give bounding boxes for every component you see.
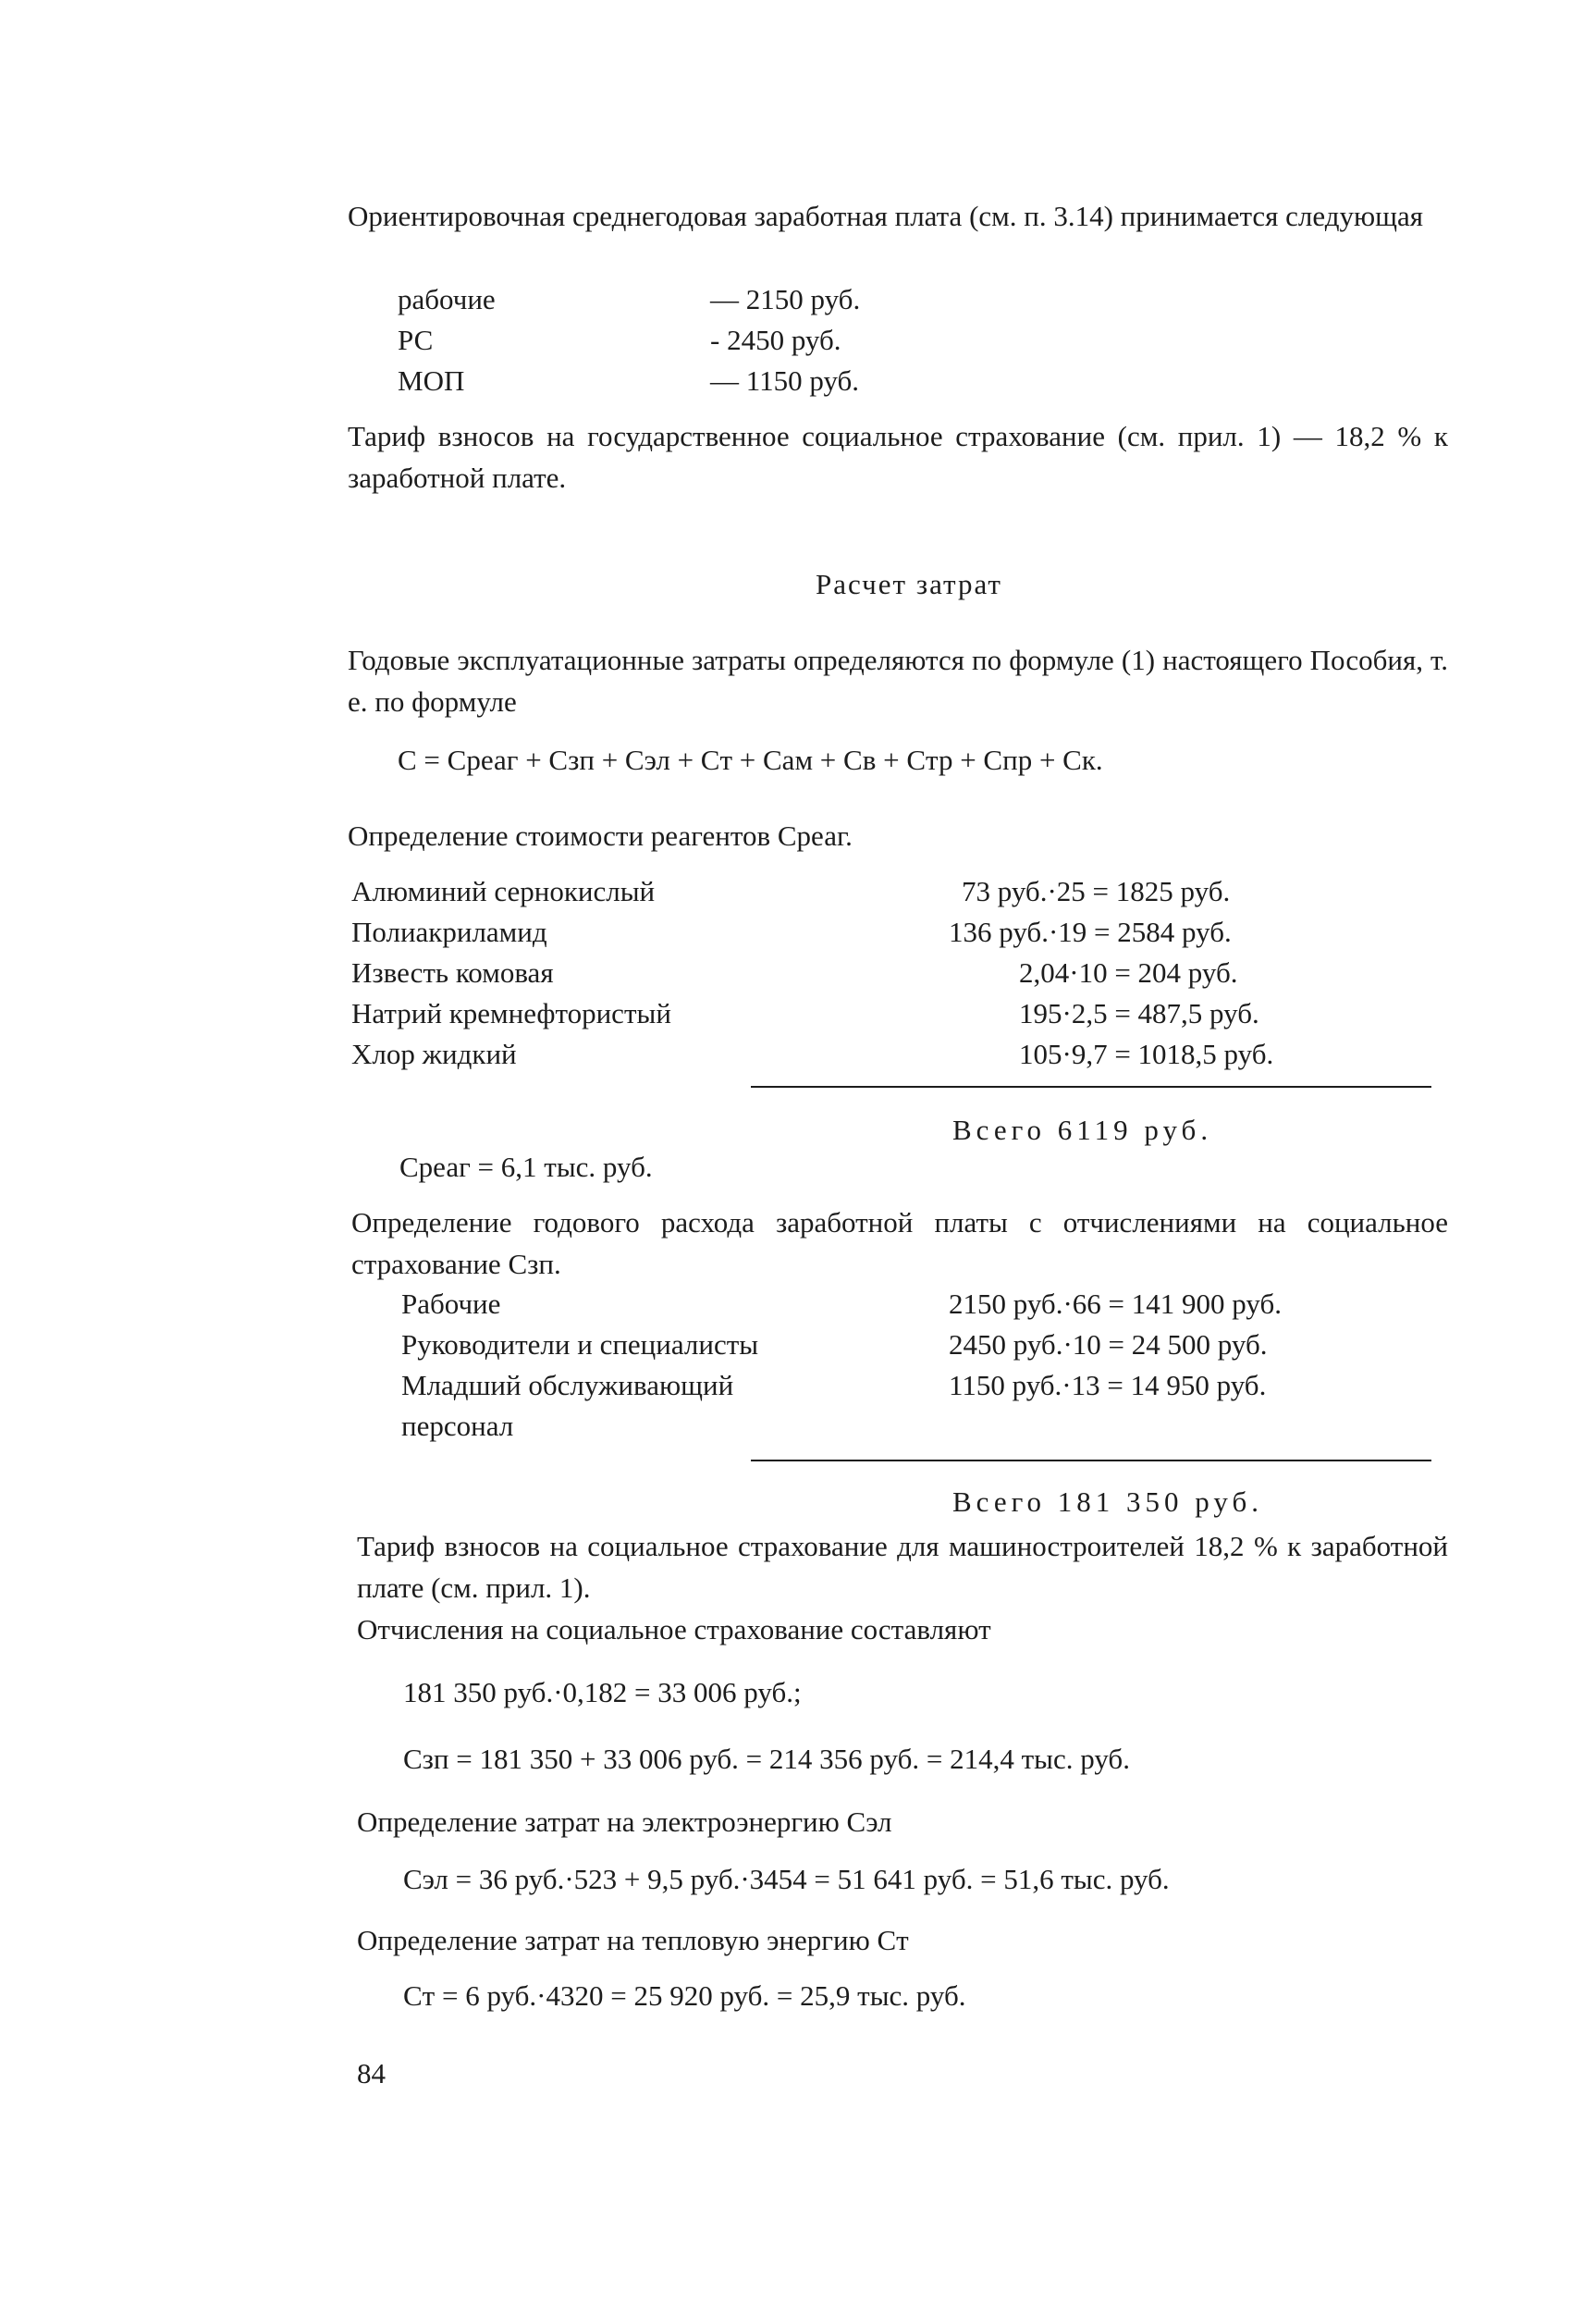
salary-total-calc: Cзп = 181 350 + 33 006 руб. = 214 356 руб. = 214,4 тыс. руб. (403, 1743, 1130, 1775)
salary-value: 1150 руб.·13 = 14 950 руб. (949, 1369, 1267, 1401)
electric-calc: Cэл = 36 руб.·523 + 9,5 руб.·3454 = 51 641 руб. = 51,6 тыс. руб. (403, 1863, 1170, 1895)
salary-tariff-paragraph: Тариф взносов на социальное страхование для машиностроителей 18,2 % к заработной плате (см. прил. 1). (357, 1530, 1448, 1604)
salary-label: Руководители и специалисты (401, 1328, 759, 1361)
reagents-heading: Определение стоимости реагентов Cреаг. (348, 820, 853, 852)
page-number: 84 (357, 2057, 386, 2089)
deductions-calc: 181 350 руб.·0,182 = 33 006 руб.; (403, 1676, 802, 1708)
reagents-total-rule (751, 1086, 1431, 1088)
reagent-label: Алюминий сернокислый (351, 875, 656, 907)
thermal-calc: Cт = 6 руб.·4320 = 25 920 руб. = 25,9 тыс. руб. (403, 1979, 966, 2012)
reagents-result: Cреаг = 6,1 тыс. руб. (399, 1151, 653, 1183)
salary-total: Всего 181 350 руб. (952, 1485, 1263, 1518)
wage-value: - 2450 руб. (710, 324, 841, 356)
reagent-label: Полиакриламид (351, 916, 547, 948)
wage-value: — 2150 руб. (710, 283, 861, 315)
reagent-value: 105·9,7 = 1018,5 руб. (1019, 1038, 1274, 1070)
salary-value: 2450 руб.·10 = 24 500 руб. (949, 1328, 1268, 1361)
intro-paragraph: Ориентировочная среднегодовая заработная плата (см. п. 3.14) принимается следующая (348, 200, 1424, 232)
wage-label: МОП (398, 364, 465, 397)
wage-label: РС (398, 324, 434, 356)
section-title: Расчет затрат (816, 568, 1002, 600)
salary-label: Рабочие (401, 1288, 501, 1320)
reagent-label: Хлор жидкий (351, 1038, 517, 1070)
salary-value: 2150 руб.·66 = 141 900 руб. (949, 1288, 1282, 1320)
main-formula: C = Cреаг + Cзп + Cэл + Cт + Cам + Cв + Cтр + Cпр + Cк. (398, 744, 1103, 776)
reagents-total: Всего 6119 руб. (952, 1114, 1213, 1146)
reagent-label: Известь комовая (351, 956, 554, 989)
salary-label: персонал (401, 1410, 514, 1442)
deductions-paragraph: Отчисления на социальное страхование составляют (357, 1613, 991, 1645)
salary-total-rule (751, 1460, 1431, 1461)
reagent-value: 195·2,5 = 487,5 руб. (1019, 997, 1259, 1029)
thermal-heading: Определение затрат на тепловую энергию Cт (357, 1924, 909, 1956)
annual-costs-paragraph: Годовые эксплуатационные затраты определяются по формуле (1) настоящего Пособия, т. е. по формуле (348, 644, 1448, 718)
reagent-value: 2,04·10 = 204 руб. (1019, 956, 1238, 989)
wage-value: — 1150 руб. (710, 364, 860, 397)
reagent-value: 136 руб.·19 = 2584 руб. (949, 916, 1232, 948)
salary-heading: Определение годового расхода заработной платы с отчислениями на социальное страхование Cзп. (351, 1206, 1448, 1280)
salary-label: Младший обслуживающий (401, 1369, 734, 1401)
reagent-label: Натрий кремнефтористый (351, 997, 671, 1029)
wage-label: рабочие (398, 283, 496, 315)
electric-heading: Определение затрат на электроэнергию Cэл (357, 1806, 892, 1838)
tariff-paragraph: Тариф взносов на государственное социальное страхование (см. прил. 1) — 18,2 % к заработной плате. (348, 420, 1448, 494)
reagent-value: 73 руб.·25 = 1825 руб. (962, 875, 1231, 907)
